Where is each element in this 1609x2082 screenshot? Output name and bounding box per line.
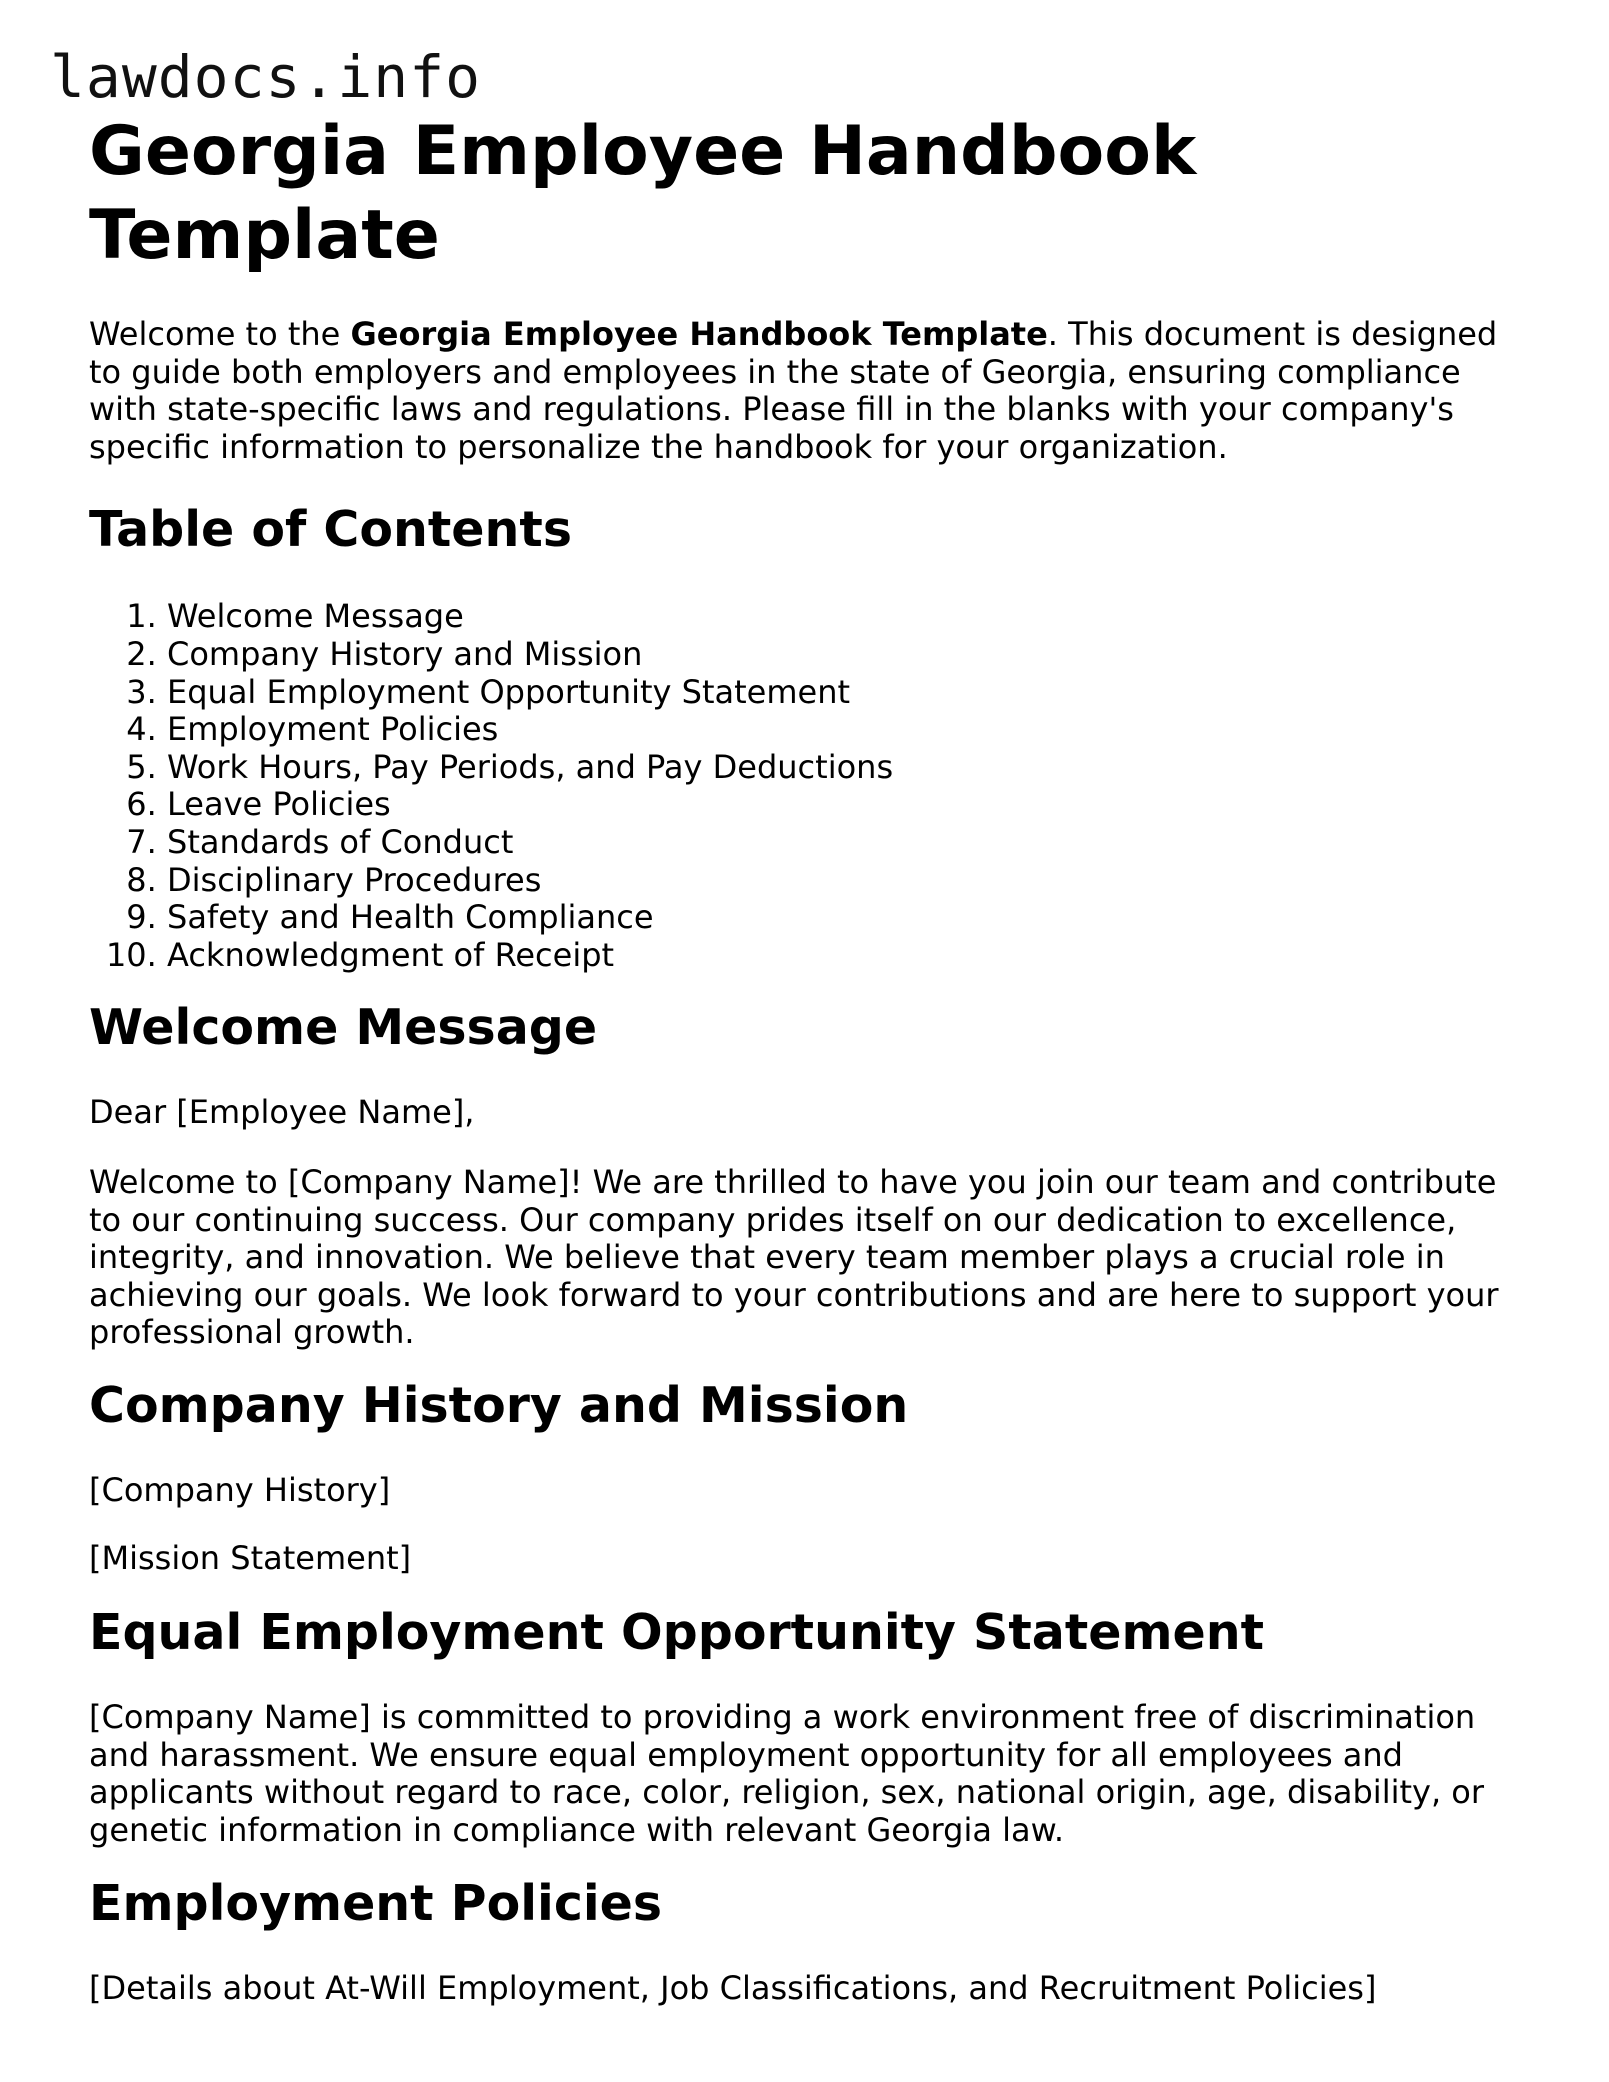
toc-item: 4. Employment Policies — [167, 711, 1529, 749]
intro-lead: Welcome to the — [89, 315, 351, 353]
toc-item: 6. Leave Policies — [167, 786, 1529, 824]
toc-item: 5. Work Hours, Pay Periods, and Pay Deductions — [167, 749, 1529, 787]
document-title: Georgia Employee Handbook Template — [89, 112, 1197, 275]
intro-bold-title: Georgia Employee Handbook Template — [350, 315, 1048, 353]
company-history-placeholder: [Company History] — [89, 1470, 391, 1509]
toc-list — [89, 598, 1529, 974]
toc-item: 8. Disciplinary Procedures — [167, 862, 1529, 900]
toc-item: 9. Safety and Health Compliance — [167, 899, 1529, 937]
policies-heading: Employment Policies — [89, 1875, 663, 1933]
toc-heading: Table of Contents — [89, 501, 573, 559]
welcome-body: Welcome to [Company Name]! We are thrilled to have you join our team and contribute to our continuing success. Our company prides itself on our dedication to excellence, integrity, and innovation. We believe that every team member plays a crucial role in achieving our goals. We look forward to your contributions and are here to support your professional growth. — [89, 1162, 1499, 1352]
toc-item: 7. Standards of Conduct — [167, 824, 1529, 862]
intro-rest: . This document is designed to guide both employers and employees in the state of Georgia, ensuring compliance with state-specific laws and regulations. Please fill in the blanks with your company's specific information to personalize the handbook for your organization. — [89, 315, 1498, 466]
policies-body: [Details about At-Will Employment, Job Classifications, and Recruitment Policies] — [89, 1969, 1377, 2008]
mission-statement-placeholder: [Mission Statement] — [89, 1539, 412, 1578]
toc-item: 1. Welcome Message — [167, 598, 1529, 636]
intro-paragraph — [89, 316, 1529, 466]
watermark-logo: lawdocs.info — [50, 43, 482, 111]
history-heading: Company History and Mission — [89, 1376, 909, 1434]
eeo-heading: Equal Employment Opportunity Statement — [89, 1604, 1265, 1662]
toc-item: 10. Acknowledgment of Receipt — [167, 937, 1529, 975]
welcome-greeting: Dear [Employee Name], — [89, 1093, 475, 1132]
toc-item: 3. Equal Employment Opportunity Statement — [167, 674, 1529, 712]
welcome-heading: Welcome Message — [89, 999, 598, 1057]
toc-item: 2. Company History and Mission — [167, 636, 1529, 674]
document-page — [89, 110, 1529, 2008]
eeo-body: [Company Name] is committed to providing a work environment free of discrimination and harassment. We ensure equal employment opportunity for all employees and applicants without regard to race, color, religion, sex, national origin, age, disability, or genetic information in compliance with relevant Georgia law. — [89, 1698, 1485, 1849]
